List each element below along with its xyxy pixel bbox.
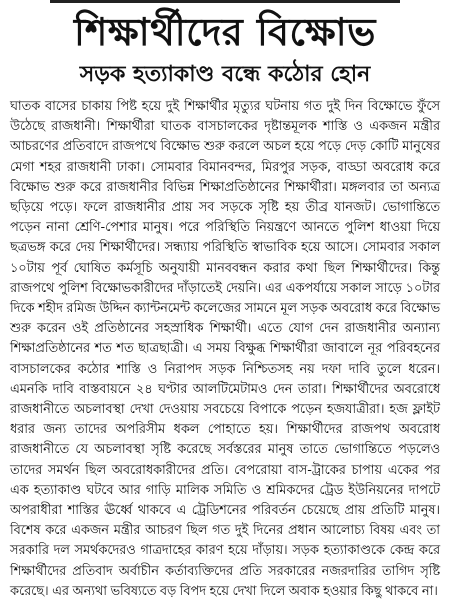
headline: শিক্ষার্থীদের বিক্ষোভ — [74, 10, 376, 54]
top-rule — [50, 0, 400, 3]
subheadline: সড়ক হত্যাকাণ্ড বন্ধে কঠোর হোন — [79, 62, 371, 87]
article-body: ঘাতক বাসের চাকায় পিষ্ট হয়ে দুই শিক্ষার্থীর মৃত্যুর ঘটনায় গত দুই দিন বিক্ষোভে ফুঁসে উঠেছে রাজধানী। শিক্ষার্থীরা ঘাতক বাসচালকের দৃষ্টান্তমূলক শাস্তি ও একজন মন্ত্রীর আচরণের প্রতিবাদে রাজপথে বিক্ষোভ শুরু করলে অচল হয়ে পড়ে দেড় কোটি মানুষের মেগা শহর রাজধানী ঢাকা। সোমবার বিমানবন্দর, মিরপুর সড়ক, বাড্ডা অবরোধ করে বিক্ষোভ শুরু করে রাজধানীর বিভিন্ন শিক্ষাপ্রতিষ্ঠানের শিক্ষার্থীরা। মঙ্গলবার তা অন্যত্র ছড়িয়ে পড়ে। ফলে রাজধানীর প্রায় সব সড়কে সৃষ্টি হয় তীব্র যানজট। ভোগান্তিতে পড়েন নানা শ্রেণি-পেশার মানুষ। পরে পরিস্থিতি নিয়ন্ত্রণে আনতে পুলিশ ধাওয়া দিয়ে ছত্রভঙ্গ করে দেয় শিক্ষার্থীদের। সন্ধ্যায় পরিস্থিতি স্বাভাবিক হয়ে আসে। সোমবার সকাল ১০টায় পূর্ব ঘোষিত কর্মসূচি অনুযায়ী মানববন্ধন করার কথা ছিল শিক্ষার্থীদের। কিন্তু রাজপথে পুলিশ বিক্ষোভকারীদের দাঁড়াতেই দেয়নি। এর একপর্যায়ে সকাল সাড়ে ১০টার দিকে শহীদ রমিজ উদ্দিন ক্যান্টনমেন্ট কলেজের সামনে মূল সড়ক অবরোধ করে বিক্ষোভ শুরু করেন ওই প্রতিষ্ঠানের সহস্রাধিক শিক্ষার্থী। এতে যোগ দেন রাজধানীর অন্যান্য শিক্ষাপ্রতিষ্ঠানের শত শত ছাত্রছাত্রী। এ সময় বিক্ষুব্ধ শিক্ষার্থীরা জাবালে নূর পরিবহনের বাসচালকের কঠোর শাস্তি ও নিরাপদ সড়ক নিশ্চিতসহ নয় দফা দাবি তুলে ধরেন। এমনকি দাবি বাস্তবায়নে ২৪ ঘণ্টার আলটিমেটামও দেন তারা। শিক্ষার্থীদের অবরোধে রাজধানীতে অচলাবস্থা দেখা দেওয়ায় সবচেয়ে বিপাকে পড়েন হজযাত্রীরা। হজ ফ্লাইট ধরার জন্য তাদের অপরিসীম ধকল পোহাতে হয়। শিক্ষার্থীদের রাজপথ অবরোধ রাজধানীতে যে অচলাবস্থা সৃষ্টি করেছে সর্বস্তরের মানুষ তাতে ভোগান্তিতে পড়লেও তাদের সমর্থন ছিল অবরোধকারীদের প্রতি। বেপরোয়া বাস-ট্রাকের চাপায় একের পর এক হত্যাকাণ্ড ঘটবে আর গাড়ি মালিক সমিতি ও শ্রমিকদের ট্রেড ইউনিয়নের দাপটে অপরাধীরা শাস্তির ঊর্ধ্বে থাকবে এ ট্রেডিশনের পরিবর্তন চেয়েছে প্রায় প্রতিটি মানুষ। বিশেষ করে একজন মন্ত্রীর আচরণ ছিল গত দুই দিনের প্রধান আলোচ্য বিষয় এবং তা সরকারি দল সমর্থকদেরও গাত্রদাহের কারণ হয়ে দাঁড়ায়। সড়ক হত্যাকাণ্ডকে কেন্দ্র করে শিক্ষার্থীদের প্রতিবাদ অর্বাচীন কর্তাব্যক্তিদের প্রতি সরকারের নজরদারির তাগিদ সৃষ্টি করেছে। এর অন্যথা ভবিষ্যতে বড় বিপদ হয়ে দেখা দিলে অবাক হওয়ার কিছু থাকবে না। — [10, 99, 440, 599]
